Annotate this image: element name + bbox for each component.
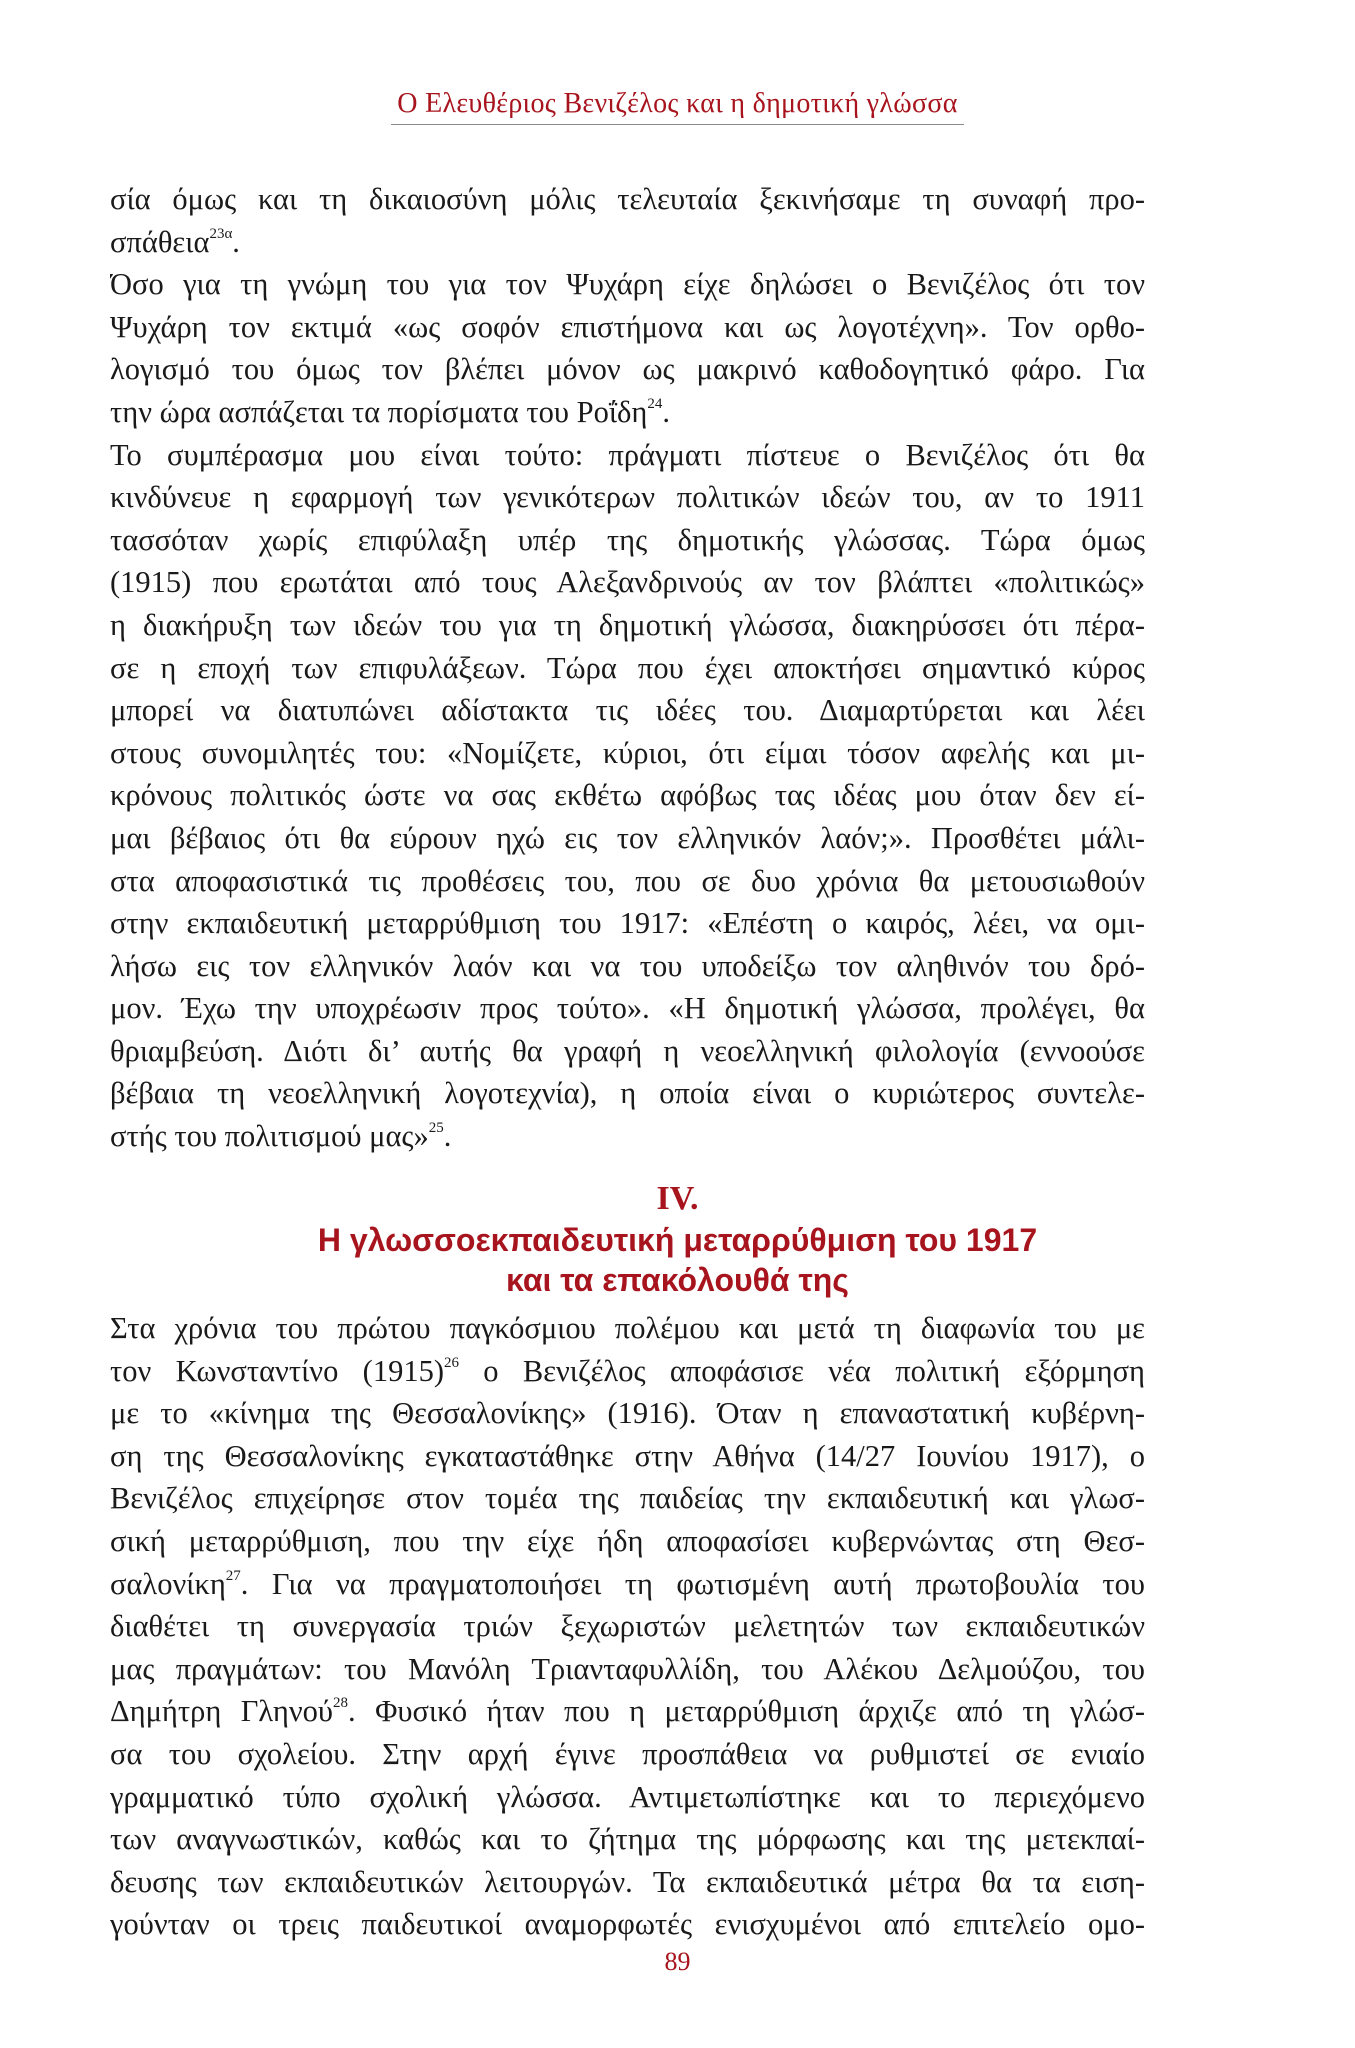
text-line: Όσο για τη γνώμη του για τον Ψυχάρη είχε δηλώσει ο Βενιζέλος ότι τον	[110, 267, 1145, 302]
text-line: σε η εποχή των επιφυλάξεων. Τώρα που έχει αποκτήσει σημαντικό κύρος	[110, 650, 1145, 685]
text-line: στους συνομιλητές του: «Νομίζετε, κύριοι, ότι είμαι τόσον αφελής και μι-	[110, 735, 1145, 770]
text-line: μον. Έχω την υποχρέωσιν προς τούτο». «Η δημοτική γλώσσα, προλέγει, θα	[110, 991, 1145, 1026]
text-line: Το συμπέρασμα μου είναι τούτο: πράγματι πίστευε ο Βενιζέλος ότι θα	[110, 437, 1145, 472]
text-line: Ψυχάρη τον εκτιμά «ως σοφόν επιστήμονα και ως λογοτέχνη». Τον ορθο-	[110, 309, 1145, 344]
text-line: δευσης των εκπαιδευτικών λειτουργών. Τα εκπαιδευτικά μέτρα θα τα ειση-	[110, 1864, 1145, 1899]
footnote-ref[interactable]: 28	[333, 1695, 348, 1712]
text-line: στα αποφασιστικά τις προθέσεις του, που σε δυο χρόνια θα μετουσιωθούν	[110, 863, 1145, 898]
text-line: βέβαια τη νεοελληνική λογοτεχνία), η οποία είναι ο κυριώτερος συντελε-	[110, 1076, 1145, 1111]
body-text-upper	[110, 178, 1145, 1158]
text-line: κρόνους πολιτικός ώστε να σας εκθέτω αφόβως τας ιδέας μου όταν δεν εί-	[110, 778, 1145, 813]
running-header	[0, 88, 1355, 125]
section-heading	[0, 1178, 1355, 1300]
text-line: λήσω εις τον ελληνικόν λαόν και να του υποδείξω τον αληθινόν του δρό-	[110, 948, 1145, 983]
text-line: θριαμβεύση. Διότι δι’ αυτής θα γραφή η νεοελληνική φιλολογία (εννοούσε	[110, 1033, 1145, 1068]
footnote-ref[interactable]: 27	[225, 1567, 241, 1584]
text-line: τον Κωνσταντίνο (1915)$^{26}$ ο Βενιζέλος αποφάσισε νέα πολιτική εξόρμηση	[110, 1353, 1145, 1388]
text-line: Δημήτρη Γληνού$^{28}$. Φυσικό ήταν που η μεταρρύθμιση άρχιζε από τη γλώσ-	[110, 1694, 1145, 1729]
footnote-ref[interactable]: 23α	[209, 225, 233, 242]
text-line: γούνταν οι τρεις παιδευτικοί αναμορφωτές ενισχυμένοι από επιτελείο ομο-	[110, 1907, 1145, 1942]
text-line: σα του σχολείου. Στην αρχή έγινε προσπάθεια να ρυθμιστεί σε ενιαίο	[110, 1736, 1145, 1771]
text-line: Στα χρόνια του πρώτου παγκόσμιου πολέμου και μετά τη διαφωνία του με	[110, 1311, 1145, 1345]
page-number: 89	[664, 1947, 691, 1976]
text-line: κινδύνευε η εφαρμογή των γενικότερων πολιτικών ιδεών του, αν το 1911	[110, 480, 1145, 515]
text-line: ση της Θεσσαλονίκης εγκαταστάθηκε στην Αθήνα (14/27 Ιουνίου 1917), ο	[110, 1438, 1145, 1473]
section-title-line-1: Η γλωσσοεκπαιδευτική μεταρρύθμιση του 1917	[317, 1222, 1038, 1258]
text-line: (1915) που ερωτάται από τους Αλεξανδρινούς αν τον βλάπτει «πολιτικώς»	[110, 565, 1145, 600]
section-number: IV.	[656, 1180, 699, 1217]
text-line: η διακήρυξη των ιδεών του για τη δημοτική γλώσσα, διακηρύσσει ότι πέρα-	[110, 607, 1145, 642]
text-line: γραμματικό τύπο σχολική γλώσσα. Αντιμετωπίστηκε και το περιεχόμενο	[110, 1779, 1145, 1814]
text-line: την ώρα ασπάζεται τα πορίσματα του Ροΐδη$^{24}$.	[110, 394, 670, 429]
text-line: μαι βέβαιος ότι θα εύρουν ηχώ εις τον ελληνικόν λαόν;». Προσθέτει μάλι-	[110, 820, 1145, 855]
text-line: σαλονίκη$^{27}$. Για να πραγματοποιήσει τη φωτισμένη αυτή πρωτοβουλία του	[110, 1566, 1145, 1601]
footnote-ref[interactable]: 25	[428, 1120, 444, 1137]
running-title: Ο Ελευθέριος Βενιζέλος και η δημοτική γλώσσα	[391, 88, 963, 125]
text-line: τασσόταν χωρίς επιφύλαξη υπέρ της δημοτικής γλώσσας. Τώρα όμως	[110, 522, 1145, 557]
footnote-ref[interactable]: 24	[647, 395, 663, 412]
body-text-lower	[110, 1307, 1145, 1946]
footnote-ref[interactable]: 26	[443, 1354, 459, 1371]
text-line: μπορεί να διατυπώνει αδίστακτα τις ιδέες του. Διαμαρτύρεται και λέει	[110, 693, 1145, 728]
text-line: των αναγνωστικών, καθώς και το ζήτημα της μόρφωσης και της μετεκπαί-	[110, 1822, 1145, 1857]
text-line: με το «κίνημα της Θεσσαλονίκης» (1916). Όταν η επαναστατική κυβέρνη-	[110, 1396, 1145, 1431]
text-line: Βενιζέλος επιχείρησε στον τομέα της παιδείας την εκπαιδευτική και γλωσ-	[110, 1481, 1145, 1516]
text-line: στην εκπαιδευτική μεταρρύθμιση του 1917: «Επέστη ο καιρός, λέει, να ομι-	[110, 906, 1145, 941]
text-line: σική μεταρρύθμιση, που την είχε ήδη αποφασίσει κυβερνώντας στη Θεσ-	[110, 1523, 1145, 1558]
text-line: στής του πολιτισμού μας»$^{25}$.	[110, 1119, 452, 1154]
text-line: διαθέτει τη συνεργασία τριών ξεχωριστών μελετητών των εκπαιδευτικών	[110, 1609, 1145, 1644]
text-line: μας πραγμάτων: του Μανόλη Τριανταφυλλίδη, του Αλέκου Δελμούζου, του	[110, 1651, 1145, 1686]
section-title-line-2: και τα επακόλουθά της	[506, 1262, 849, 1298]
text-line: σπάθεια$^{23\alpha}$.	[110, 224, 240, 259]
text-line: λογισμό του όμως τον βλέπει μόνον ως μακρινό καθοδογητικό φάρο. Για	[110, 352, 1145, 387]
text-line: σία όμως και τη δικαιοσύνη μόλις τελευταία ξεκινήσαμε τη συναφή προ-	[110, 182, 1145, 216]
